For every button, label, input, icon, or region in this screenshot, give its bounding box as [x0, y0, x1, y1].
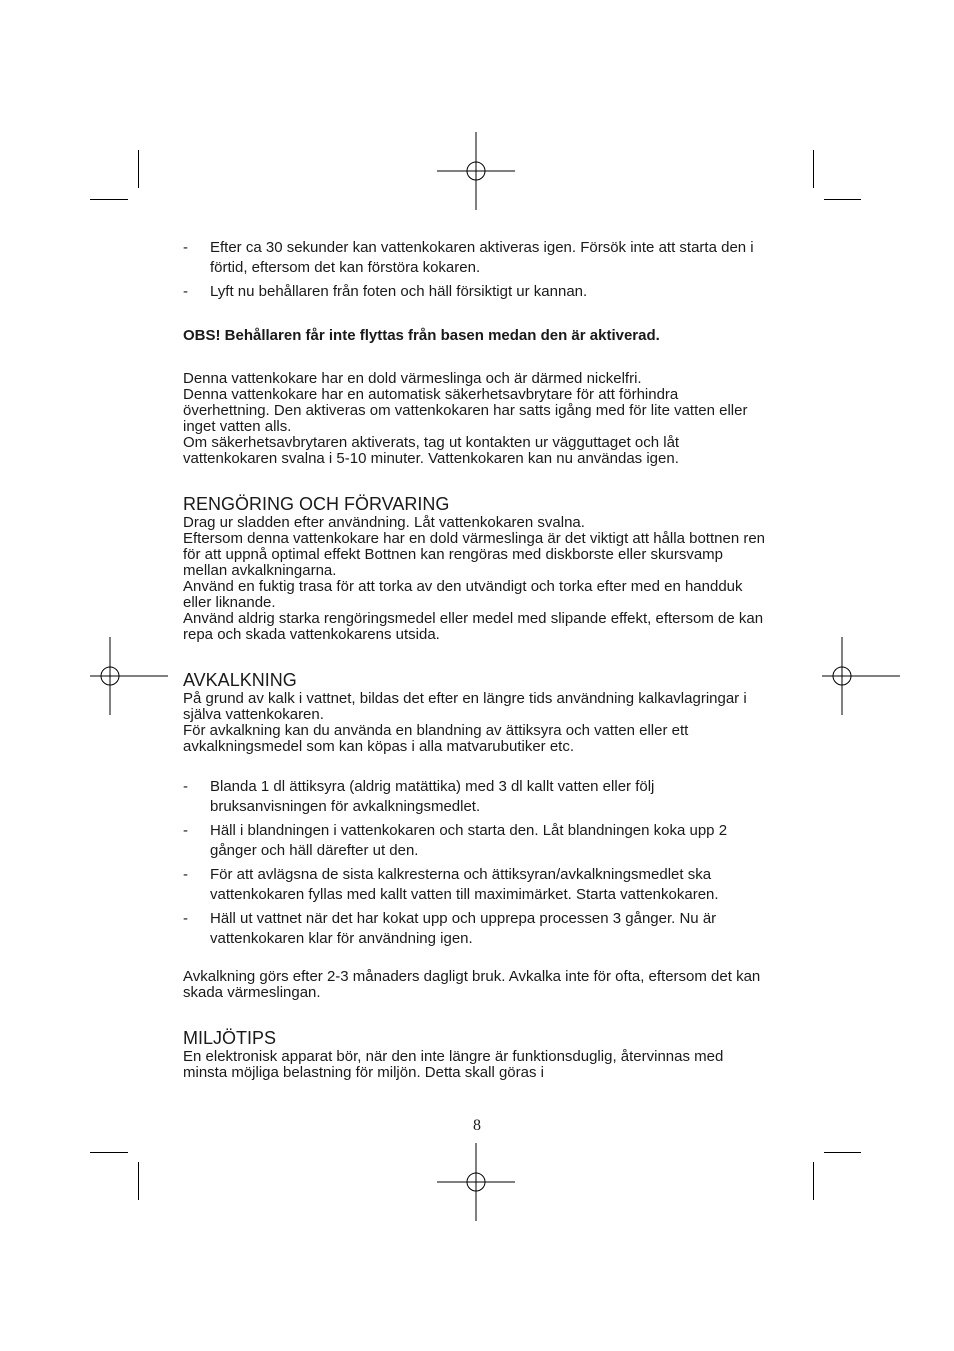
- paragraph: Använd aldrig starka rengöringsmedel eller medel med slipande effekt, eftersom de kan repa och skada vattenkokarens utsida.: [183, 610, 764, 643]
- list-item: [183, 865, 765, 905]
- paragraph: Använd en fuktig trasa för att torka av den utvändigt och torka efter med en handduk eller liknande.: [183, 578, 743, 611]
- bullet-list: [183, 777, 765, 949]
- list-dash: -: [183, 778, 188, 795]
- crop-mark: [824, 1152, 861, 1153]
- list-item: [183, 238, 765, 278]
- paragraph: Denna vattenkokare har en automatisk säkerhetsavbrytare för att förhindra överhettning. Den aktiveras om vattenkokaren har satts igång med för lite vatten eller inget vatten alls.: [183, 386, 748, 435]
- crop-mark: [813, 1162, 814, 1200]
- bullet-list: [183, 238, 765, 302]
- list-item-text: Häll i blandningen i vattenkokaren och starta den. Låt blandningen koka upp 2 gånger och häll därefter ut den.: [210, 822, 728, 859]
- list-dash: -: [183, 822, 188, 839]
- list-item-text: För att avlägsna de sista kalkresterna och ättiksyran/avkalkningsmedlet ska vattenkokaren fyllas med kallt vatten till maximimärket. Starta vattenkokaren.: [210, 866, 719, 903]
- page-number: 8: [473, 1117, 481, 1134]
- crop-mark: [813, 150, 814, 188]
- page-content: [183, 238, 765, 1081]
- registration-mark-icon: [822, 637, 900, 715]
- crop-mark: [138, 150, 139, 188]
- list-dash: -: [183, 866, 188, 883]
- list-item: [183, 909, 765, 949]
- list-item: [183, 282, 765, 302]
- section-heading: RENGÖRING OCH FÖRVARING: [183, 494, 450, 514]
- list-item-text: Blanda 1 dl ättiksyra (aldrig matättika) med 3 dl kallt vatten eller följ bruksanvisningen för avkalkningsmedlet.: [210, 778, 655, 815]
- section-heading: MILJÖTIPS: [183, 1028, 277, 1048]
- paragraph: En elektronisk apparat bör, när den inte längre är funktionsduglig, återvinnas med minsta möjliga belastning för miljön. Detta skall göras i: [183, 1048, 724, 1081]
- list-dash: -: [183, 910, 188, 927]
- paragraph: Om säkerhetsavbrytaren aktiverats, tag ut kontakten ur vägguttaget och låt vattenkokaren svalna i 5-10 minuter. Vattenkokaren kan nu användas igen.: [183, 434, 680, 467]
- list-dash: -: [183, 283, 188, 300]
- crop-mark: [90, 1152, 128, 1153]
- paragraph: Avkalkning görs efter 2-3 månaders dagligt bruk. Avkalka inte för ofta, eftersom det kan skada värmeslingan.: [183, 968, 761, 1001]
- list-item: [183, 777, 765, 817]
- list-item-text: Lyft nu behållaren från foten och häll försiktigt ur kannan.: [210, 283, 588, 300]
- crop-mark: [824, 199, 861, 200]
- registration-mark-icon: [90, 637, 168, 715]
- crop-mark: [90, 199, 128, 200]
- list-item: [183, 821, 765, 861]
- warning-note: OBS! Behållaren får inte flyttas från basen medan den är aktiverad.: [183, 327, 660, 344]
- paragraph: Drag ur sladden efter användning. Låt vattenkokaren svalna.: [183, 514, 585, 531]
- paragraph: För avkalkning kan du använda en blandning av ättiksyra och vatten eller ett avkalkningsmedel som kan köpas i alla matvarubutiker etc.: [183, 722, 689, 755]
- paragraph: På grund av kalk i vattnet, bildas det efter en längre tids användning kalkavlagringar i själva vattenkokaren.: [183, 690, 747, 723]
- section-heading: AVKALKNING: [183, 670, 297, 690]
- registration-mark-icon: [437, 132, 515, 210]
- list-dash: -: [183, 239, 188, 256]
- list-item-text: Efter ca 30 sekunder kan vattenkokaren aktiveras igen. Försök inte att starta den i förtid, eftersom det kan förstöra kokaren.: [210, 239, 754, 276]
- paragraph: Eftersom denna vattenkokare har en dold värmeslinga är det viktigt att hålla bottnen ren för att uppnå optimal effekt Bottnen kan rengöras med diskborste eller skursvamp mellan avkalkningarna.: [183, 530, 766, 579]
- paragraph: Denna vattenkokare har en dold värmeslinga och är därmed nickelfri.: [183, 370, 642, 387]
- crop-mark: [138, 1162, 139, 1200]
- registration-mark-icon: [437, 1143, 515, 1221]
- list-item-text: Häll ut vattnet när det har kokat upp och upprepa processen 3 gånger. Nu är vattenkokaren klar för användning igen.: [210, 910, 717, 947]
